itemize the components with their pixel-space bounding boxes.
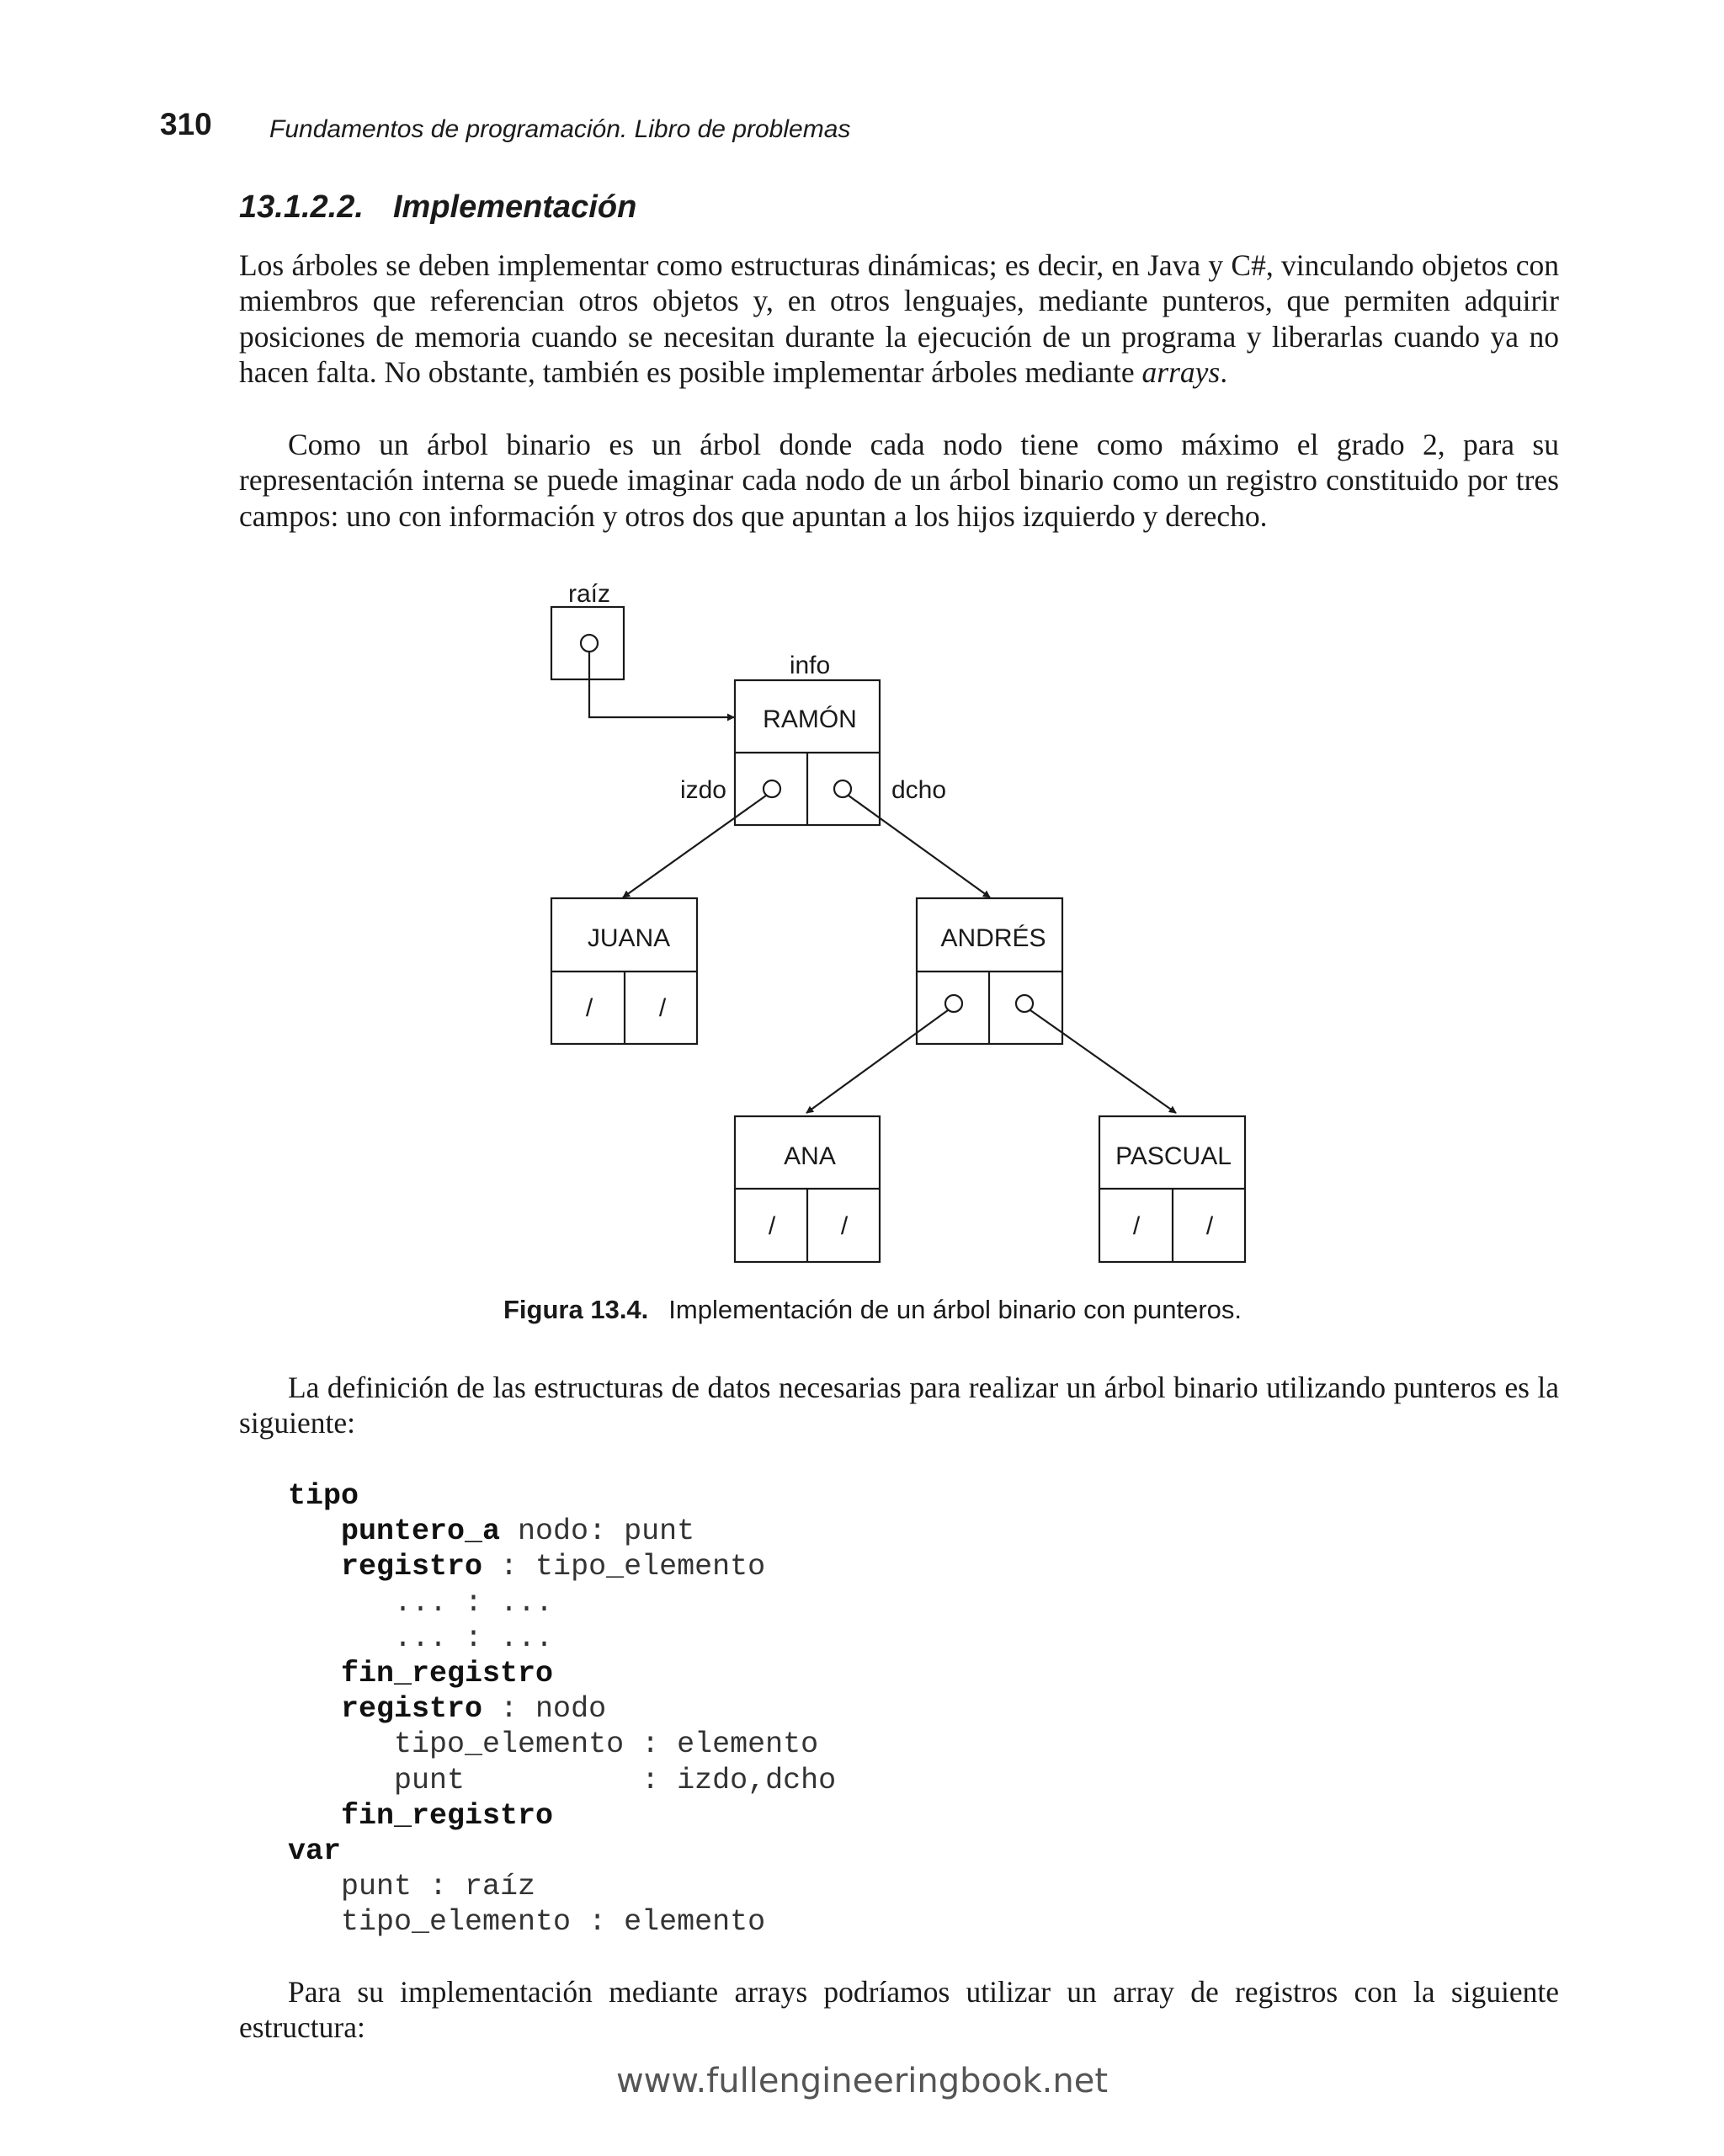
left-pointer-label: izdo: [679, 776, 726, 804]
ana-right-null: /: [840, 1212, 849, 1240]
node-pascual-label: PASCUAL: [1115, 1142, 1232, 1170]
code-keyword: fin_registro: [341, 1657, 554, 1691]
running-title: Fundamentos de programación. Libro de problemas: [269, 115, 851, 143]
paragraph-2: Como un árbol binario es un árbol donde cada nodo tiene como máximo el grado 2, para su representación interna se puede imaginar cada nodo de un árbol binario como un registro constituido por tres campos: uno con información y otros dos que apuntan a los hijos izquierdo y derecho.: [239, 428, 1559, 533]
section-title: Implementación: [393, 189, 637, 225]
andres-left-pointer: [945, 995, 962, 1012]
section-number: 13.1.2.2.: [239, 189, 364, 225]
code-keyword: tipo: [288, 1479, 359, 1513]
juana-right-null: /: [658, 994, 667, 1022]
ramon-right-pointer: [834, 780, 851, 797]
paragraph-1-text: Los árboles se deben implementar como estructuras dinámicas; es decir, en Java y C#, vinculando objetos con miembros que referencian otros objetos y, en otros lenguajes, mediante punteros, que permiten adquirir posiciones de memoria cuando se necesitan durante la ejecución de un programa y liberarlas cuando ya no hacen falta. No obstante, también es posible implementar árboles mediante: [239, 248, 1559, 389]
node-ana: [735, 1116, 880, 1262]
paragraph-4: Para su implementación mediante arrays podríamos utilizar un array de registros con la siguiente estructura:: [239, 1975, 1559, 2045]
ramon-left-arrow: [623, 796, 766, 897]
ana-left-null: /: [768, 1212, 776, 1240]
code-keyword: fin_registro: [341, 1798, 554, 1833]
paragraph-3: La definición de las estructuras de datos necesarias para realizar un árbol binario utilizando punteros es la siguiente:: [239, 1371, 1559, 1440]
node-andres-label: ANDRÉS: [940, 924, 1046, 952]
figure-caption-label: Figura 13.4.: [503, 1295, 649, 1324]
andres-right-pointer: [1016, 995, 1033, 1012]
root-pointer-circle: [581, 635, 598, 652]
footer-url: www.fullengineeringbook.net: [615, 2062, 1109, 2100]
code-text: ... : ...: [394, 1585, 554, 1620]
pascual-right-null: /: [1205, 1212, 1214, 1240]
code-keyword: var: [288, 1834, 342, 1869]
paragraph-1-end: .: [1220, 354, 1228, 389]
andres-left-arrow: [806, 1010, 948, 1113]
code-text: ... : ...: [394, 1621, 554, 1655]
code-text: tipo_elemento : elemento: [341, 1905, 766, 1940]
root-arrow: [589, 652, 734, 717]
juana-left-null: /: [585, 994, 593, 1022]
right-pointer-label: dcho: [891, 776, 947, 804]
code-text: nodo: punt: [500, 1515, 695, 1549]
andres-right-arrow: [1030, 1010, 1176, 1113]
node-juana-label: JUANA: [587, 924, 671, 952]
code-text: punt : raíz: [341, 1870, 536, 1904]
figure-caption: [503, 1293, 1242, 1327]
code-text: : tipo_elemento: [482, 1550, 766, 1584]
node-ramon-label: RAMÓN: [763, 705, 857, 733]
node-juana: [551, 898, 697, 1044]
ramon-left-pointer: [764, 780, 780, 797]
page-number: 310: [160, 107, 212, 141]
code-keyword: registro: [341, 1692, 483, 1727]
code-keyword: puntero_a: [341, 1515, 501, 1549]
figure-caption-text: Implementación de un árbol binario con punteros.: [668, 1295, 1242, 1324]
pascual-left-null: /: [1132, 1212, 1141, 1240]
root-pointer-box: [551, 607, 624, 679]
node-pascual: [1099, 1116, 1245, 1262]
code-keyword: registro: [341, 1550, 483, 1584]
root-label: raíz: [567, 580, 611, 608]
pseudocode-block: [288, 1478, 836, 1940]
node-andres: [917, 898, 1062, 1044]
ramon-right-arrow: [849, 796, 990, 897]
code-text: punt : izdo,dcho: [394, 1763, 837, 1797]
info-label: info: [789, 652, 831, 679]
paragraph-1-italic: arrays: [1141, 354, 1221, 389]
code-text: : nodo: [482, 1692, 607, 1727]
node-ana-label: ANA: [784, 1142, 836, 1170]
code-text: tipo_elemento : elemento: [394, 1727, 819, 1762]
